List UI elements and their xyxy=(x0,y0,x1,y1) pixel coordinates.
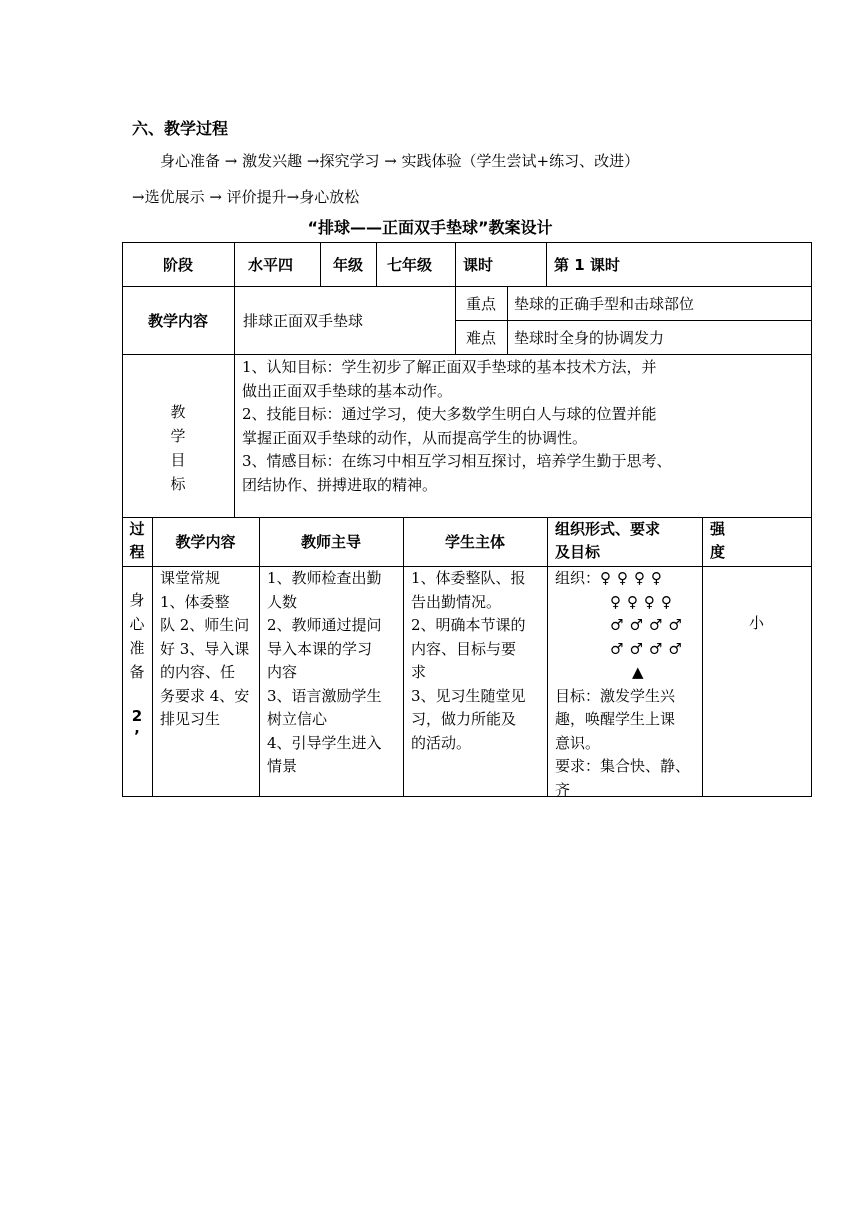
key-point-label: 重点 xyxy=(465,294,496,313)
student-header: 学生主体 xyxy=(444,533,505,551)
flow-line-1: 身心准备 → 激发兴趣 →探究学习 → 实践体验（学生尝试+练习、改进） xyxy=(160,152,640,170)
teaching-content-cell: 课堂常规 1、体委整 队 2、师生问 好 3、导入课 的内容、任 务要求 4、安 排见习生 xyxy=(160,569,250,728)
organization-goal-line: 齐 xyxy=(555,780,571,799)
formation-row-female-2: ♀♀♀♀ xyxy=(610,592,678,611)
formation-row-female-1: ♀♀♀♀ xyxy=(600,569,668,587)
stage-label: 阶段 xyxy=(162,255,193,274)
teaching-content-header: 教学内容 xyxy=(175,533,236,551)
stage-value: 水平四 xyxy=(248,255,294,274)
teacher-header: 教师主导 xyxy=(300,533,361,551)
organization-goal-line: 趣，唤醒学生上课 xyxy=(555,710,676,728)
stage-name: 身 心 准 备 xyxy=(129,591,145,681)
organization-header: 组织形式、要求 及目标 xyxy=(555,520,661,561)
flow-line-2: →选优展示 → 评价提升→身心放松 xyxy=(132,188,360,206)
teacher-position-marker: ▲ xyxy=(632,663,644,681)
organization-goal-line: 要求：集合快、静、 xyxy=(555,757,691,775)
goals-label: 教 学 目 标 xyxy=(170,403,186,493)
organization-cell xyxy=(555,567,701,802)
intensity-value: 小 xyxy=(748,613,764,632)
document-title: “排球——正面双手垫球”教案设计 xyxy=(307,218,553,237)
organization-goal-line: 目标：激发学生兴 xyxy=(555,686,676,705)
stage-duration: 2 ’ xyxy=(131,707,143,745)
student-cell: 1、体委整队、报 告出勤情况。 2、明确本节课的 内容、目标与要 求 3、见习生随堂见 习，做力所能及 的活动。 xyxy=(411,569,526,752)
teacher-cell: 1、教师检查出勤 人数 2、教师通过提问 导入本课的学习 内容 3、语言激励学生 树立信心 4、引导学生进入 情景 xyxy=(267,569,382,775)
organization-goal-line: 意识。 xyxy=(555,733,601,752)
intensity-header: 强 度 xyxy=(710,520,726,561)
formation-row-male-1: ♂♂♂♂ xyxy=(610,616,688,634)
key-point-value: 垫球的正确手型和击球部位 xyxy=(514,294,695,313)
grade-value: 七年级 xyxy=(387,255,433,274)
content-label: 教学内容 xyxy=(147,311,208,330)
lesson-value: 第 1 课时 xyxy=(554,255,620,274)
section-heading: 六、教学过程 xyxy=(132,119,229,138)
content-value: 排球正面双手垫球 xyxy=(243,311,364,330)
process-header: 过 程 xyxy=(129,520,145,561)
difficulty-value: 垫球时全身的协调发力 xyxy=(514,328,665,347)
formation-row-male-2: ♂♂♂♂ xyxy=(610,639,688,658)
goals-text: 1、认知目标：学生初步了解正面双手垫球的基本技术方法，并 做出正面双手垫球的基本动作。 2、技能目标：通过学习，使大多数学生明白人与球的位置并能 掌握正面双手垫球的动作，从而提高学生的协调性。 3、情感目标：在练习中相互学习相互探讨，培养学生勤于思考、 团结协作、拼搏进取的精神。 xyxy=(242,358,672,494)
grade-label: 年级 xyxy=(332,255,363,274)
organization-label: 组织： xyxy=(555,569,601,587)
lesson-label: 课时 xyxy=(463,255,494,274)
difficulty-label: 难点 xyxy=(465,328,496,347)
